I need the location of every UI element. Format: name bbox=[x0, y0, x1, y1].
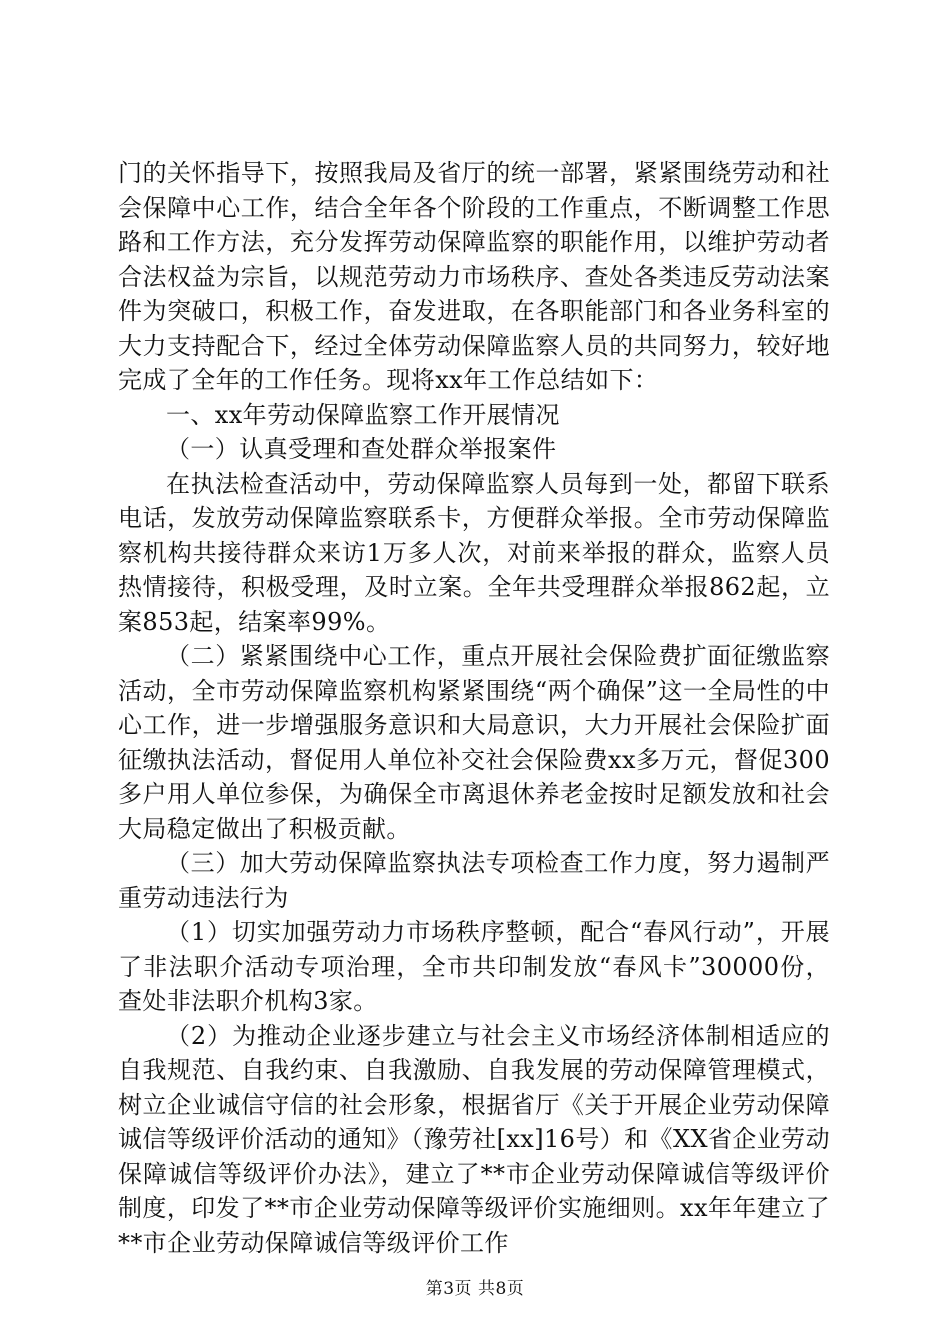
document-body bbox=[118, 156, 830, 1260]
body-paragraph: （2）为推动企业逐步建立与社会主义市场经济体制相适应的自我规范、自我约束、自我激励、自我发展的劳动保障管理模式，树立企业诚信守信的社会形象，根据省厅《关于开展企业劳动保障诚信等级评价活动的通知》（豫劳社[xx]16号）和《XX省企业劳动保障诚信等级评价办法》，建立了**市企业劳动保障诚信等级评价制度，印发了**市企业劳动保障等级评价实施细则。xx年年建立了**市企业劳动保障诚信等级评价工作 bbox=[118, 1021, 830, 1257]
subsection-heading: （一）认真受理和查处群众举报案件 bbox=[166, 435, 557, 463]
body-paragraph: （1）切实加强劳动力市场秩序整顿，配合“春风行动”，开展了非法职介活动专项治理，全市共印制发放“春风卡”30000份，查处非法职介机构3家。 bbox=[118, 918, 830, 1015]
body-paragraph: 门的关怀指导下，按照我局及省厅的统一部署，紧紧围绕劳动和社会保障中心工作，结合全年各个阶段的工作重点，不断调整工作思路和工作方法，充分发挥劳动保障监察的职能作用，以维护劳动者合法权益为宗旨，以规范劳动力市场秩序、查处各类违反劳动法案件为突破口，积极工作，奋发进取，在各职能部门和各业务科室的大力支持配合下，经过全体劳动保障监察人员的共同努力，较好地完成了全年的工作任务。现将xx年工作总结如下： bbox=[118, 159, 830, 394]
subsection-heading: （三）加大劳动保障监察执法专项检查工作力度，努力遏制严重劳动违法行为 bbox=[118, 849, 830, 912]
body-paragraph: （二）紧紧围绕中心工作，重点开展社会保险费扩面征缴监察活动，全市劳动保障监察机构紧紧围绕“两个确保”这一全局性的中心工作，进一步增强服务意识和大局意识，大力开展社会保险扩面征缴执法活动，督促用人单位补交社会保险费xx多万元，督促300多户用人单位参保，为确保全市离退休养老金按时足额发放和社会大局稳定做出了积极贡献。 bbox=[118, 642, 830, 843]
section-heading: 一、xx年劳动保障监察工作开展情况 bbox=[166, 400, 560, 429]
body-paragraph: 在执法检查活动中，劳动保障监察人员每到一处，都留下联系电话，发放劳动保障监察联系卡，方便群众举报。全市劳动保障监察机构共接待群众来访1万多人次，对前来举报的群众，监察人员热情接待，积极受理，及时立案。全年共受理群众举报862起，立案853起，结案率99%。 bbox=[118, 469, 830, 636]
page-number-footer: 第3页 共8页 bbox=[425, 1279, 525, 1299]
